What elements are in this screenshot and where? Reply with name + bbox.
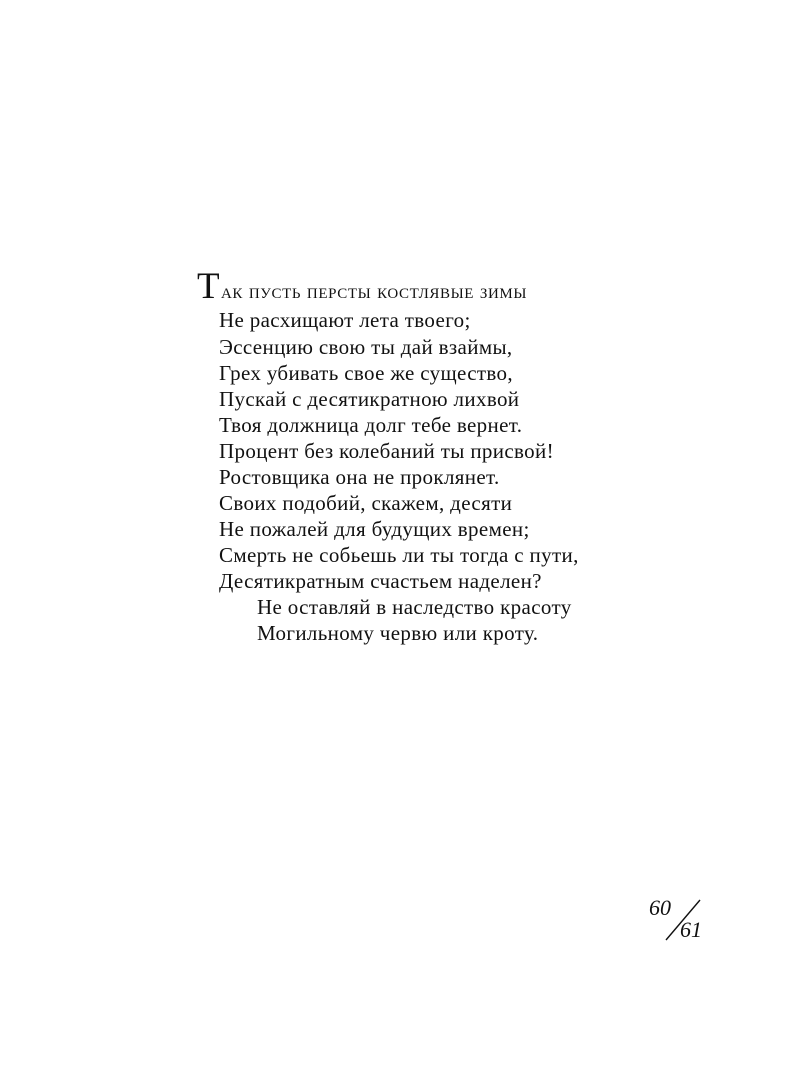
page-numbers xyxy=(640,892,720,952)
page-number-left: 60 xyxy=(649,895,671,920)
poem-line-3: Эссенцию свою ты дай взаймы, xyxy=(219,335,513,359)
poem-line-8: Ростовщика она не проклянет. xyxy=(219,465,500,489)
poem-line-7: Процент без колебаний ты присвой! xyxy=(219,439,554,463)
poem-line-12: Десятикратным счастьем наделен? xyxy=(219,569,542,593)
drop-cap: Т xyxy=(197,266,220,307)
poem-line-13: Не оставляй в наследство красоту xyxy=(257,595,572,619)
poem-line-10: Не пожалей для будущих времен; xyxy=(219,517,530,541)
page-number-right: 61 xyxy=(680,917,702,942)
poem-line-11: Смерть не собьешь ли ты тогда с пути, xyxy=(219,543,579,567)
first-line-text: ак пусть персты костлявые зимы xyxy=(220,279,528,303)
poem-line-2: Не расхищают лета твоего; xyxy=(219,308,471,332)
poem-line-9: Своих подобий, скажем, десяти xyxy=(219,491,513,515)
poem-line-4: Грех убивать свое же существо, xyxy=(219,361,513,385)
poem-line-5: Пускай с десятикратною лихвой xyxy=(219,387,520,411)
poem-line-6: Твоя должница долг тебе вернет. xyxy=(219,413,523,437)
poem-line-14: Могильному червю или кроту. xyxy=(257,621,539,645)
poem-line-1 xyxy=(197,266,528,308)
